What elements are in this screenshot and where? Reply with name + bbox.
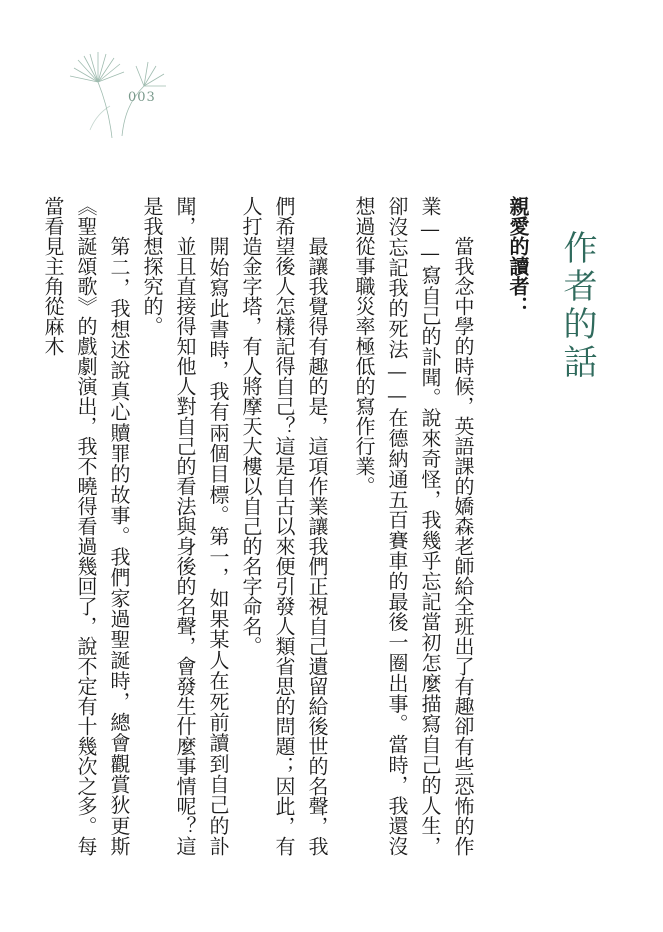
paragraph-3: 開始寫此書時，我有兩個目標。第一，如果某人在死前讀到自己的訃聞，並且直接得知他人對自己的看法與身後的名聲，會發生什麼事情呢？這是我想探究的。 <box>140 196 230 856</box>
page-number: 003 <box>128 90 156 105</box>
chapter-title: 作者的話 <box>557 230 597 382</box>
paragraph-1: 當我念中學的時候，英語課的嬌森老師給全班出了有趣卻有些恐怖的作業——寫自己的訃聞。說來奇怪，我幾乎忘記當初怎麼描寫自己的人生，卻沒忘記我的死法——在德納通五百賽車的最後一圈出事。當時，我還沒想過從事職災率極低的寫作行業。 <box>352 196 475 856</box>
vertical-body-text <box>36 196 597 856</box>
paragraph-2: 最讓我覺得有趣的是，這項作業讓我們正視自己遺留給後世的名聲，我們希望後人怎樣記得自己？這是自古以來便引發人類省思的問題；因此，有人打造金字塔，有人將摩天大樓以自己的名字命名。 <box>239 196 329 856</box>
greeting: 親愛的讀者： <box>506 196 530 316</box>
paragraph-4: 第二，我想述說真心贖罪的故事。我們家過聖誕時，總會觀賞狄更斯《聖誕頌歌》的戲劇演出，我不曉得看過幾回了，說不定有十幾次之多。每當看見主角從麻木 <box>41 196 131 856</box>
